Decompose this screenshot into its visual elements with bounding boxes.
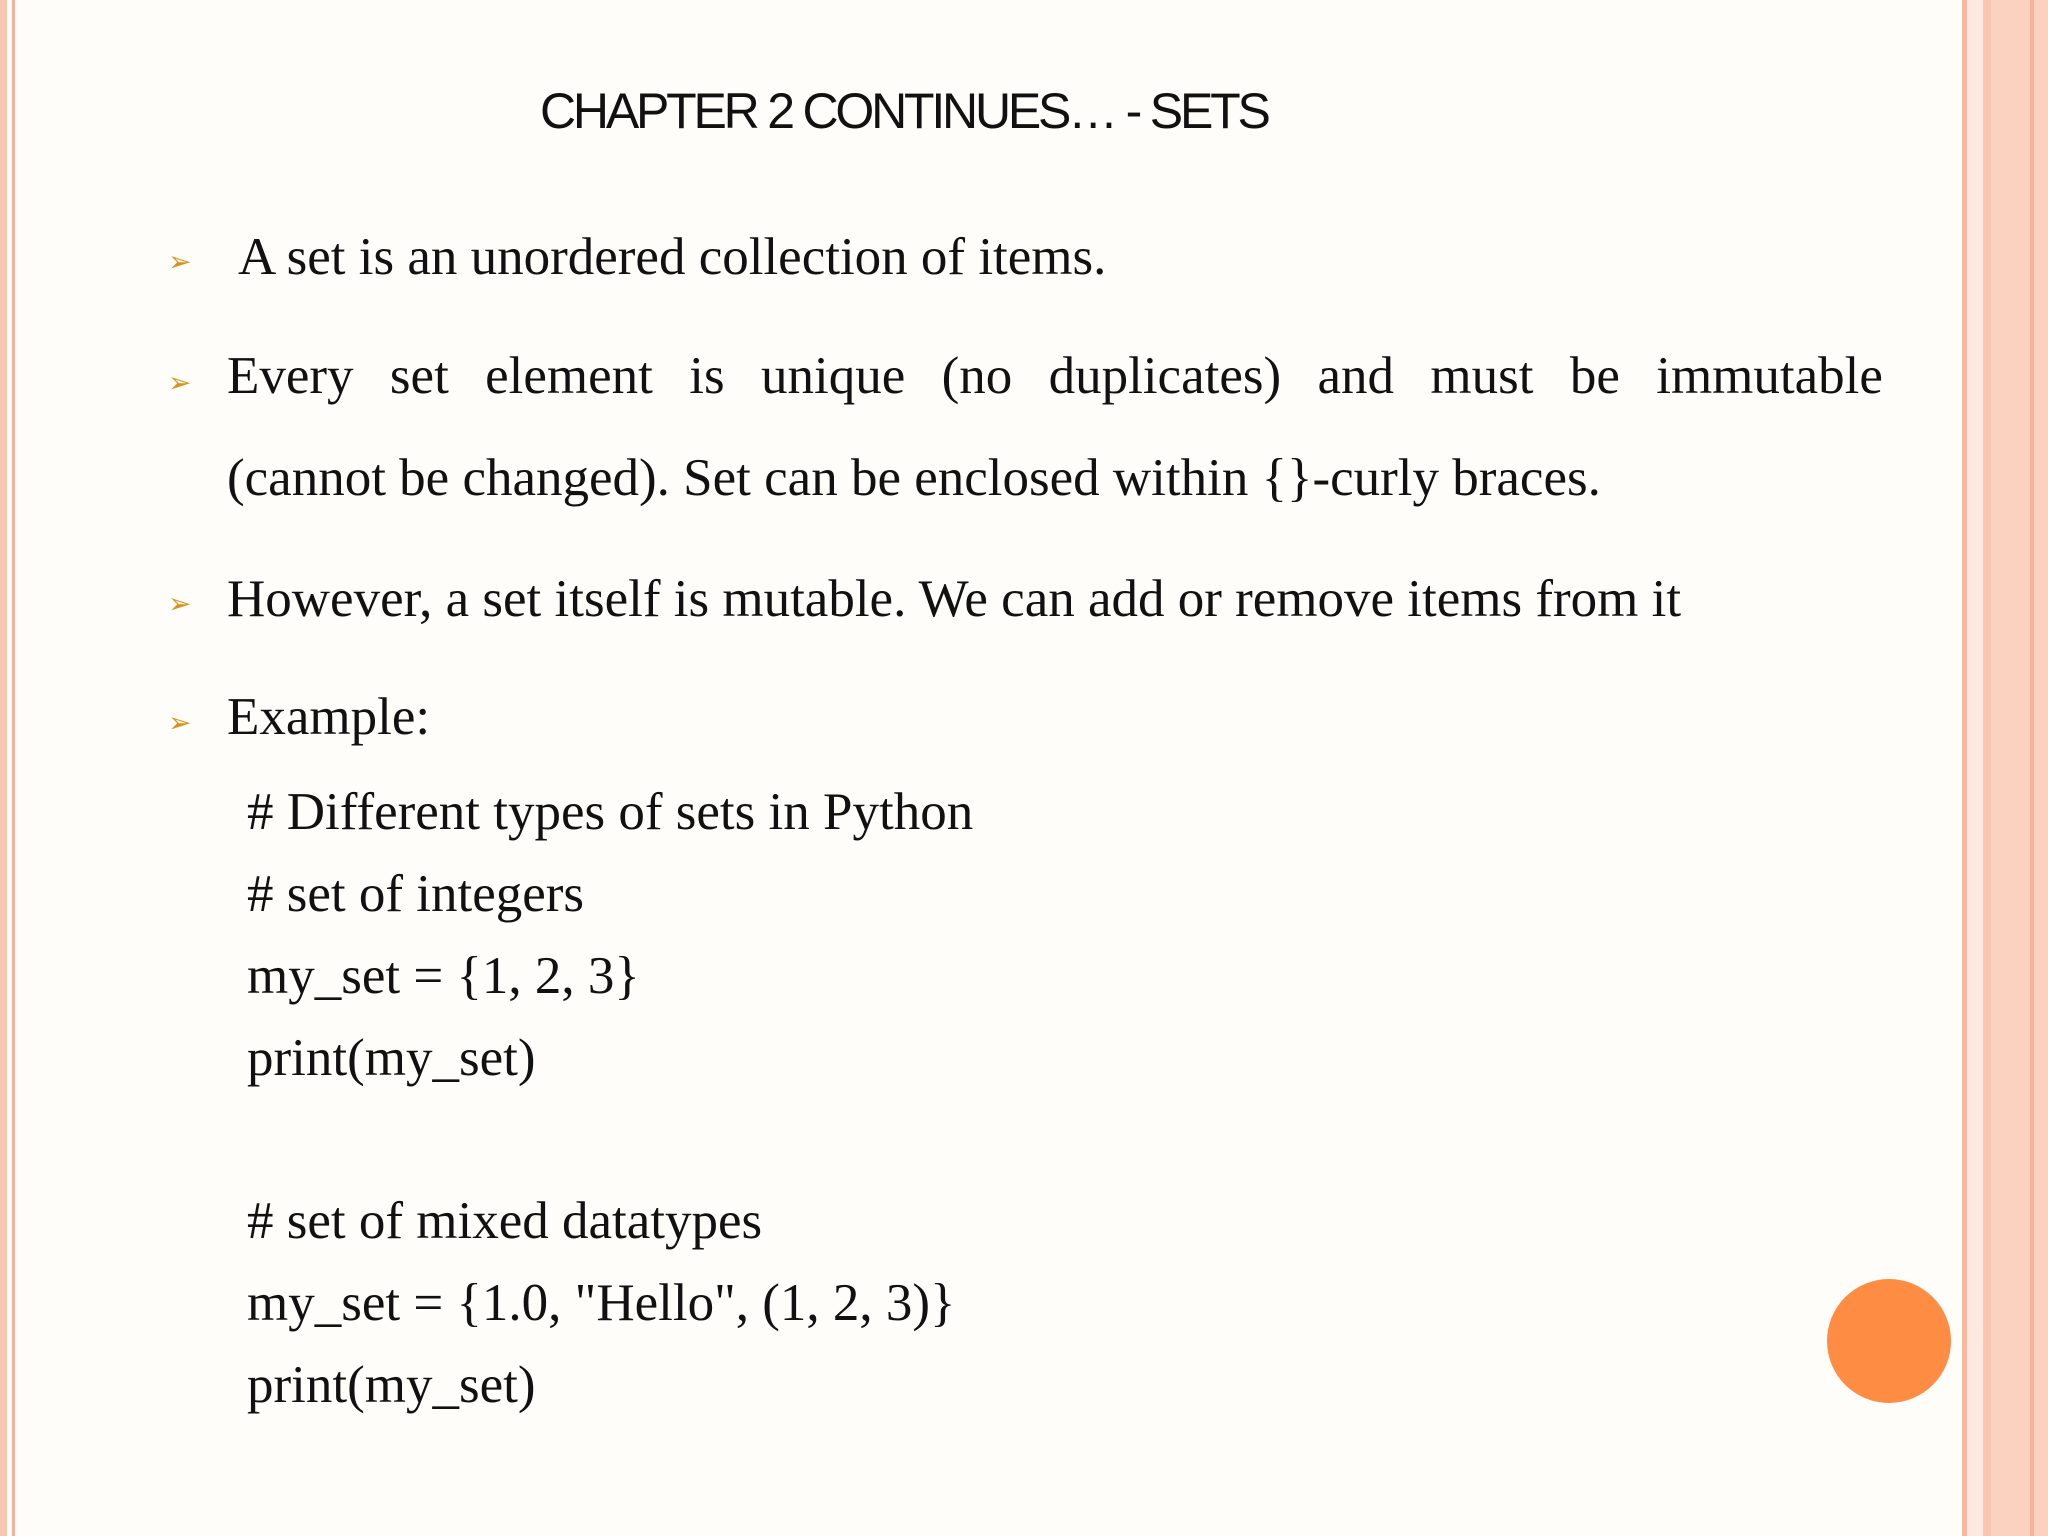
code-line: my_set = {1, 2, 3} — [247, 947, 640, 1005]
bullet-2-line-2: (cannot be changed). Set can be enclosed within {}-curly braces. — [227, 449, 1601, 507]
code-line: print(my_set) — [247, 1356, 536, 1414]
accent-circle — [1827, 1279, 1951, 1403]
word: must — [1430, 347, 1534, 405]
bullet-1-text: A set is an unordered collection of items. — [238, 228, 1107, 286]
right-decorative-band — [1967, 0, 1983, 1536]
right-decorative-fill — [1991, 0, 2048, 1536]
word: (no — [941, 347, 1013, 405]
word: unique — [760, 347, 906, 405]
left-decorative-line — [12, 0, 15, 1536]
bullet-3-text: However, a set itself is mutable. We can add or remove items from it — [227, 570, 1682, 628]
word: be — [1569, 347, 1620, 405]
word: set — [389, 347, 449, 405]
right-decorative-line-2 — [1983, 0, 1991, 1536]
word: duplicates) — [1048, 347, 1282, 405]
code-comment-line: # set of mixed datatypes — [247, 1192, 763, 1250]
bullet-arrow-icon: ➢ — [168, 706, 192, 739]
word: immutable — [1656, 347, 1883, 405]
code-line: print(my_set) — [247, 1029, 536, 1087]
bullet-arrow-icon: ➢ — [168, 366, 192, 399]
bullet-arrow-icon: ➢ — [168, 245, 192, 278]
bullet-2-line-1 — [227, 347, 1883, 405]
code-comment-line: # Different types of sets in Python — [247, 783, 974, 841]
code-comment-line: # set of integers — [247, 865, 585, 923]
bullet-arrow-icon: ➢ — [168, 587, 192, 620]
word: and — [1317, 347, 1395, 405]
slide-title: CHAPTER 2 CONTINUES… - SETS — [540, 83, 1268, 139]
word: is — [689, 347, 725, 405]
left-decorative-stripe — [0, 0, 7, 1536]
word: element — [485, 347, 653, 405]
bullet-4-text: Example: — [227, 688, 431, 746]
right-decorative-inner-line — [2030, 0, 2034, 1536]
code-line: my_set = {1.0, "Hello", (1, 2, 3)} — [247, 1274, 956, 1332]
word: Every — [227, 347, 354, 405]
